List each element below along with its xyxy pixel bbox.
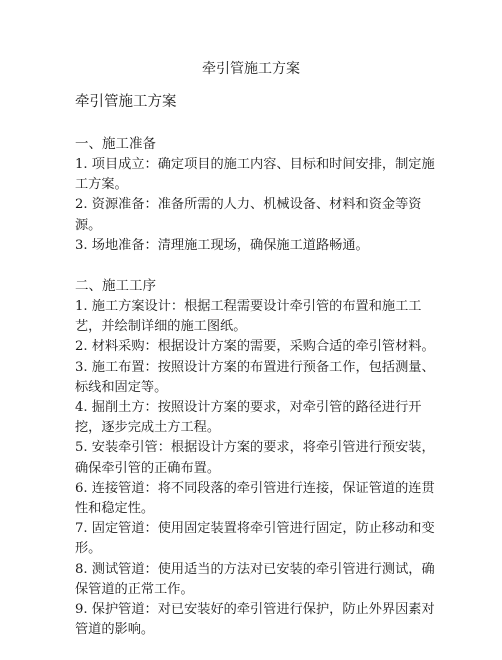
- list-item: 4. 掘削土方：按照设计方案的要求，对牵引管的路径进行开挖，逐步完成土方工程。: [75, 400, 422, 436]
- section-procedure: [75, 276, 445, 640]
- list-item: 6. 连接管道：将不同段落的牵引管进行连接，保证管道的连贯性和稳定性。: [75, 480, 435, 517]
- list-item: 1. 施工方案设计：根据工程需要设计牵引管的布置和施工工艺，并绘制详细的施工图纸。: [75, 299, 422, 335]
- list-item: 9. 保护管道：对已安装好的牵引管进行保护，防止外界因素对管道的影响。: [75, 602, 435, 638]
- list-item: 2. 资源准备：准备所需的人力、机械设备、材料和资金等资源。: [75, 197, 422, 233]
- list-item: 2. 材料采购：根据设计方案的需要，采购合适的牵引管材料。: [75, 339, 435, 355]
- list-item: 1. 项目成立：确定项目的施工内容、目标和时间安排，制定施工方案。: [75, 157, 435, 193]
- list-item: 3. 场地准备：清理施工现场，确保施工道路畅通。: [75, 237, 369, 253]
- document-title: 牵引管施工方案: [202, 61, 300, 77]
- list-item: 5. 安装牵引管：根据设计方案的要求，将牵引管进行预安装，确保牵引管的正确布置。: [75, 440, 435, 476]
- section-heading: 一、施工准备: [75, 136, 156, 152]
- section-heading: 二、施工工序: [75, 278, 156, 295]
- list-item: 3. 施工布置：按照设计方案的布置进行预备工作，包括测量、标线和固定等。: [75, 359, 435, 395]
- list-item: 8. 测试管道：使用适当的方法对已安装的牵引管进行测试，确保管道的正常工作。: [75, 561, 435, 597]
- list-item: 7. 固定管道：使用固定装置将牵引管进行固定，防止移动和变形。: [75, 521, 435, 557]
- document-subtitle: 牵引管施工方案: [75, 94, 177, 110]
- document-body: [75, 91, 445, 660]
- section-preparation: [75, 134, 445, 256]
